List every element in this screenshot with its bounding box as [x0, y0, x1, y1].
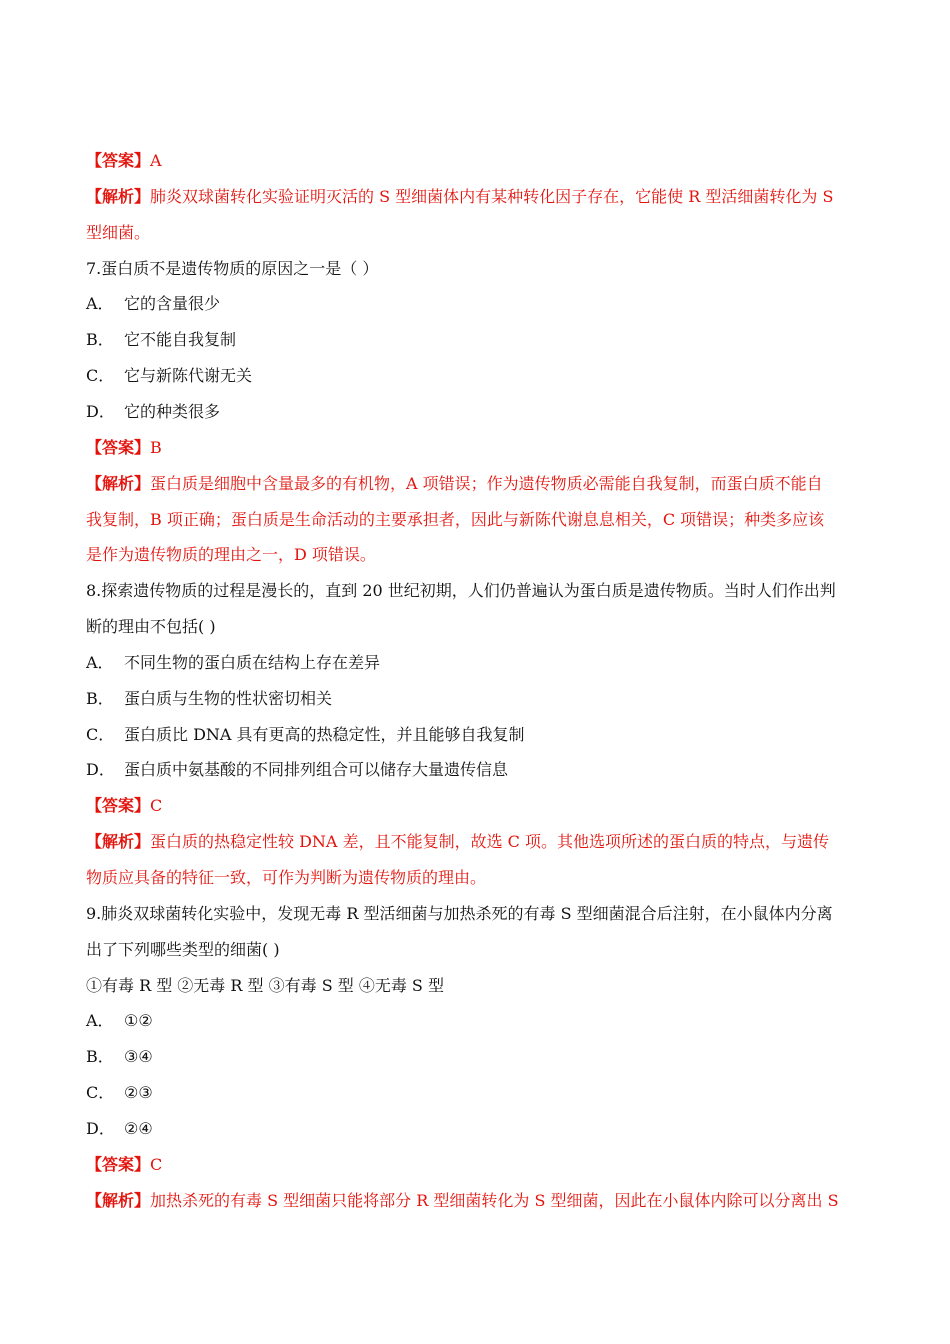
- option-text: 蛋白质比 DNA 具有更高的热稳定性，并且能够自我复制: [124, 724, 525, 744]
- answer-line: [86, 1154, 162, 1176]
- analysis-line: [86, 186, 833, 208]
- analysis-line: [86, 867, 486, 889]
- analysis-tag: 【解析】: [86, 832, 151, 852]
- analysis-text: 是作为遗传物质的理由之一，D 项错误。: [86, 545, 376, 565]
- answer-line: [86, 150, 162, 172]
- analysis-line: [86, 544, 376, 566]
- answer-tag: 【答案】: [86, 1154, 151, 1174]
- answer-value: C: [150, 796, 163, 816]
- question-text: 9.肺炎双球菌转化实验中，发现无毒 R 型活细菌与加热杀死的有毒 S 型细菌混合后注射，在小鼠体内分离: [86, 903, 833, 923]
- analysis-tag: 【解析】: [86, 1190, 151, 1210]
- answer-value: C: [150, 1154, 163, 1174]
- question-text: ①有毒 R 型 ②无毒 R 型 ③有毒 S 型 ④无毒 S 型: [86, 975, 444, 995]
- option-text: 不同生物的蛋白质在结构上存在差异: [124, 652, 381, 672]
- answer-tag: 【答案】: [86, 796, 151, 816]
- option-letter: D．: [86, 1118, 115, 1138]
- option-line: [86, 688, 332, 710]
- analysis-tag: 【解析】: [86, 473, 151, 493]
- option-text: ②③: [124, 1083, 153, 1103]
- option-text: 它的含量很少: [124, 294, 221, 314]
- option-text: ②④: [124, 1118, 153, 1138]
- option-line: [86, 1118, 153, 1140]
- option-text: ③④: [124, 1047, 153, 1067]
- option-text: 它与新陈代谢无关: [124, 366, 253, 386]
- analysis-text: 蛋白质是细胞中含量最多的有机物，A 项错误；作为遗传物质必需能自我复制，而蛋白质不能自: [150, 473, 823, 493]
- option-text: 蛋白质中氨基酸的不同排列组合可以储存大量遗传信息: [124, 760, 509, 780]
- question-line: [86, 939, 280, 961]
- question-line: [86, 580, 836, 602]
- option-line: [86, 365, 252, 387]
- question-text: 7.蛋白质不是遗传物质的原因之一是（ ）: [86, 258, 379, 278]
- option-line: [86, 652, 380, 674]
- question-text: 断的理由不包括( ): [86, 617, 216, 637]
- option-letter: B．: [86, 330, 114, 350]
- option-line: [86, 759, 508, 781]
- analysis-line: [86, 473, 823, 495]
- option-line: [86, 401, 220, 423]
- answer-tag: 【答案】: [86, 437, 151, 457]
- analysis-tag: 【解析】: [86, 186, 151, 206]
- analysis-line: [86, 1190, 839, 1212]
- option-letter: C．: [86, 1083, 115, 1103]
- option-line: [86, 329, 236, 351]
- option-letter: A．: [86, 294, 114, 314]
- analysis-line: [86, 509, 824, 531]
- question-line: [86, 975, 444, 997]
- option-letter: A．: [86, 1011, 114, 1031]
- option-line: [86, 1082, 153, 1104]
- option-letter: A．: [86, 652, 114, 672]
- analysis-text: 加热杀死的有毒 S 型细菌只能将部分 R 型细菌转化为 S 型细菌，因此在小鼠体内除可以分离出 S: [150, 1190, 839, 1210]
- option-line: [86, 724, 525, 746]
- option-line: [86, 1010, 153, 1032]
- analysis-text: 型细菌。: [86, 222, 151, 242]
- question-text: 出了下列哪些类型的细菌( ): [86, 939, 280, 959]
- option-line: [86, 293, 220, 315]
- answer-line: [86, 795, 162, 817]
- question-line: [86, 903, 833, 925]
- option-letter: C．: [86, 724, 115, 744]
- option-text: ①②: [124, 1011, 153, 1031]
- question-text: 8.探索遗传物质的过程是漫长的，直到 20 世纪初期，人们仍普遍认为蛋白质是遗传物质。当时人们作出判: [86, 581, 836, 601]
- option-text: 蛋白质与生物的性状密切相关: [124, 688, 333, 708]
- option-line: [86, 1046, 153, 1068]
- option-letter: D．: [86, 401, 115, 421]
- answer-line: [86, 437, 162, 459]
- analysis-text: 肺炎双球菌转化实验证明灭活的 S 型细菌体内有某种转化因子存在，它能使 R 型活细菌转化为 S: [150, 186, 834, 206]
- option-letter: B．: [86, 1047, 114, 1067]
- analysis-line: [86, 831, 829, 853]
- analysis-text: 我复制，B 项正确；蛋白质是生命活动的主要承担者，因此与新陈代谢息息相关，C 项错误；种类多应该: [86, 509, 825, 529]
- analysis-line: [86, 222, 150, 244]
- option-letter: D．: [86, 760, 115, 780]
- question-line: [86, 258, 378, 280]
- analysis-text: 蛋白质的热稳定性较 DNA 差，且不能复制，故选 C 项。其他选项所述的蛋白质的特点，与遗传: [150, 832, 829, 852]
- question-line: [86, 616, 216, 638]
- option-text: 它的种类很多: [124, 401, 221, 421]
- option-letter: C．: [86, 366, 115, 386]
- answer-value: B: [150, 437, 162, 457]
- answer-tag: 【答案】: [86, 151, 151, 170]
- answer-value: A: [150, 151, 162, 170]
- analysis-text: 物质应具备的特征一致，可作为判断为遗传物质的理由。: [86, 868, 487, 887]
- option-letter: B．: [86, 688, 114, 708]
- option-text: 它不能自我复制: [124, 330, 237, 350]
